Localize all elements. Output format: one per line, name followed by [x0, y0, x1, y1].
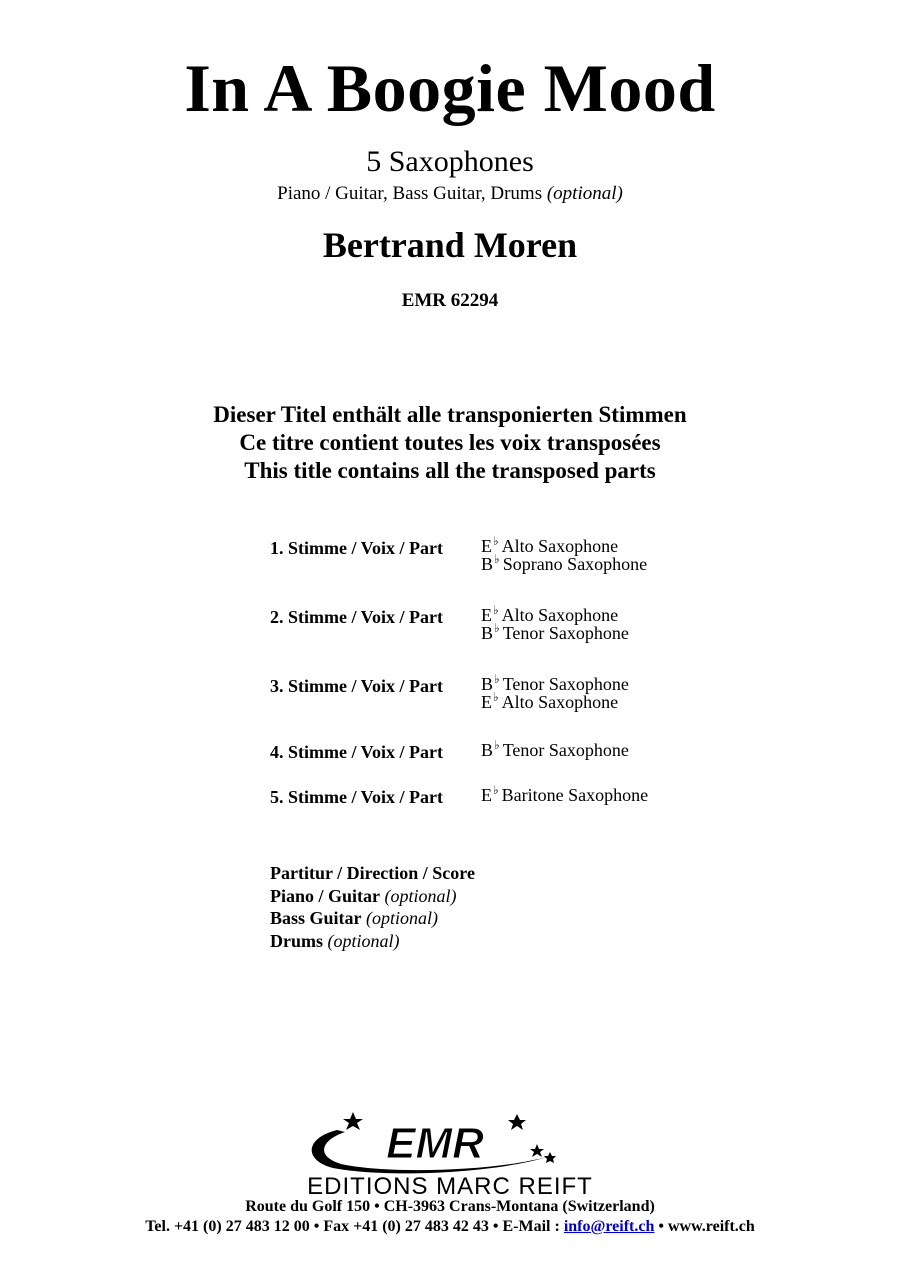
- part-instruments: [481, 738, 629, 760]
- publisher-logo: [245, 1108, 655, 1198]
- composer: Bertrand Moren: [322, 225, 578, 265]
- part-instrument: B♭ Tenor Saxophone: [481, 672, 629, 694]
- publisher-contact: Tel. +41 (0) 27 483 12 00 • Fax +41 (0) 27 483 42 43 • E-Mail : info@reift.ch • www.reift.ch: [145, 1218, 755, 1235]
- subtitle: 5 Saxophones: [366, 145, 534, 178]
- notice-french: Ce titre contient toutes les voix transposées: [239, 430, 661, 455]
- tel: Tel. +41 (0) 27 483 12 00: [145, 1218, 310, 1235]
- instrumentation-text: Piano / Guitar, Bass Guitar, Drums: [277, 183, 543, 204]
- publisher-address: Route du Golf 150 • CH-3963 Crans-Montana (Switzerland): [245, 1198, 655, 1215]
- publisher-name: EDITIONS MARC REIFT: [307, 1173, 593, 1198]
- part-instruments: [481, 783, 649, 805]
- notice-german: Dieser Titel enthält alle transponierten Stimmen: [213, 402, 687, 427]
- flat-icon: ♭: [493, 783, 499, 797]
- additional-parts: [270, 862, 475, 952]
- transposed-parts-notice: [0, 401, 900, 485]
- part-instrument: B♭ Tenor Saxophone: [481, 738, 629, 760]
- flat-icon: ♭: [493, 603, 499, 617]
- website: www.reift.ch: [668, 1218, 755, 1235]
- part-instruments: [481, 672, 629, 712]
- catalog-number: EMR 62294: [401, 290, 499, 311]
- part-instrument: B♭ Soprano Saxophone: [481, 552, 648, 574]
- extra-drums: Drums (optional): [270, 930, 400, 951]
- notice-english: This title contains all the transposed parts: [244, 458, 656, 483]
- flat-icon: ♭: [494, 552, 500, 566]
- email-link[interactable]: info@reift.ch: [563, 1218, 655, 1235]
- part-label: 2. Stimme / Voix / Part: [270, 607, 443, 627]
- part-instrument: E♭ Alto Saxophone: [481, 534, 619, 556]
- instrumentation-optional: (optional): [546, 183, 623, 204]
- flat-icon: ♭: [494, 672, 500, 686]
- part-instruments: [481, 603, 629, 643]
- extra-bass-guitar: Bass Guitar (optional): [270, 908, 439, 928]
- part-instrument: E♭ Alto Saxophone: [481, 603, 619, 625]
- part-label: 3. Stimme / Voix / Part: [270, 676, 443, 696]
- extra-piano-guitar: Piano / Guitar (optional): [270, 885, 457, 906]
- flat-icon: ♭: [493, 690, 499, 704]
- emr-logo-icon: [245, 1108, 655, 1198]
- part-instruments: [481, 534, 648, 574]
- part-label: 5. Stimme / Voix / Part: [270, 787, 443, 807]
- part-instrument: E♭ Alto Saxophone: [481, 690, 619, 712]
- flat-icon: ♭: [494, 621, 500, 635]
- part-instrument: E♭ Baritone Saxophone: [481, 783, 649, 805]
- part-instrument: B♭ Tenor Saxophone: [481, 621, 629, 643]
- fax: Fax +41 (0) 27 483 42 43: [323, 1218, 489, 1235]
- part-label: 4. Stimme / Voix / Part: [270, 742, 443, 762]
- logo-emr-text: EMR: [386, 1119, 484, 1168]
- flat-icon: ♭: [493, 534, 499, 548]
- email-label: E-Mail :: [502, 1218, 560, 1235]
- flat-icon: ♭: [494, 738, 500, 752]
- extra-score: Partitur / Direction / Score: [270, 863, 475, 883]
- instrumentation: [0, 182, 900, 206]
- page-title: In A Boogie Mood: [184, 50, 716, 126]
- part-label: 1. Stimme / Voix / Part: [270, 538, 443, 558]
